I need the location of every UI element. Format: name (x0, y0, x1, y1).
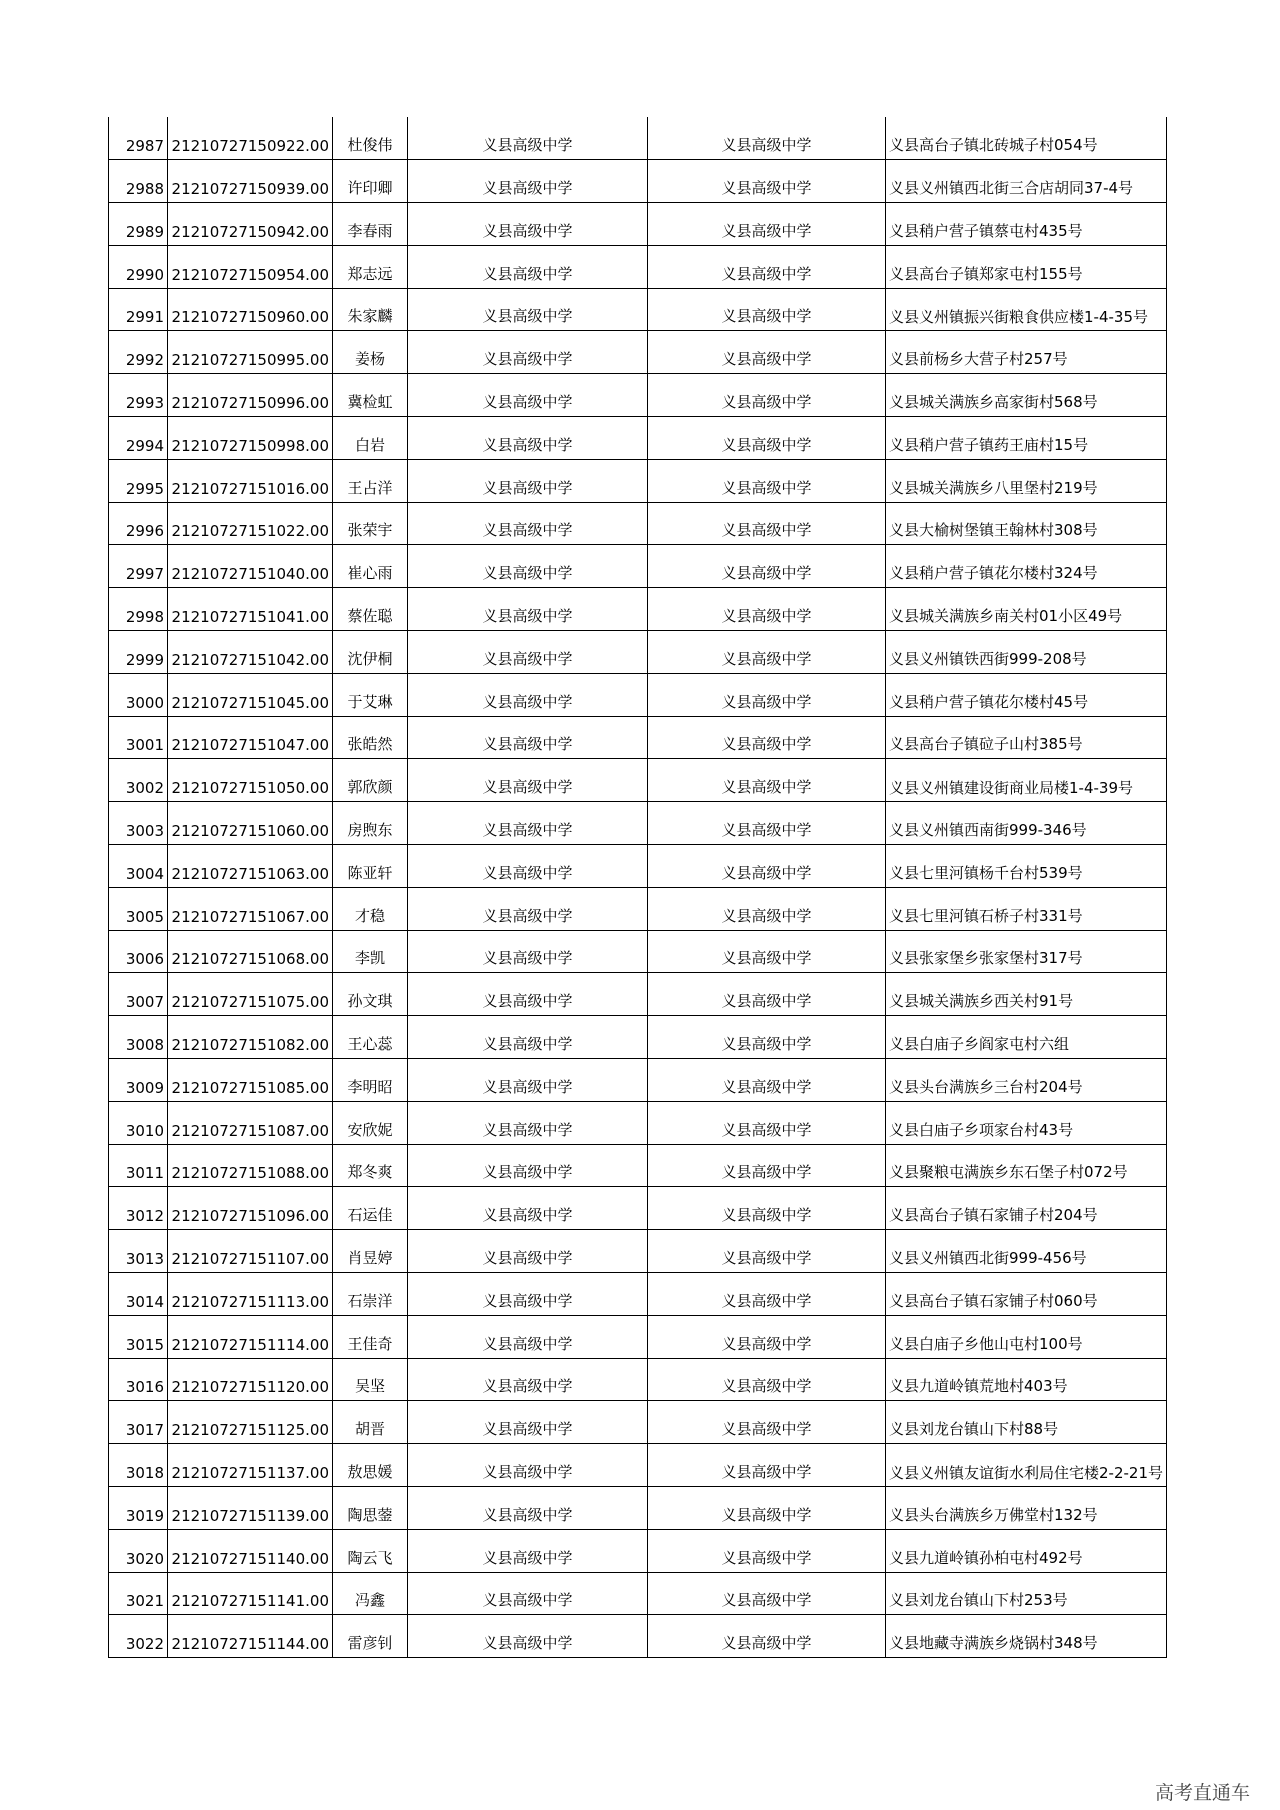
admission-list-table (108, 117, 1167, 1658)
admitted-school-cell: 义县高级中学 (648, 1615, 886, 1658)
seq-cell: 2999 (109, 631, 168, 674)
exam-id-cell: 21210727151022.00 (168, 502, 333, 545)
seq-cell: 3020 (109, 1529, 168, 1572)
admitted-school-cell: 义县高级中学 (648, 1401, 886, 1444)
table-row (109, 288, 1167, 331)
table-row (109, 417, 1167, 460)
exam-id-cell: 21210727151096.00 (168, 1187, 333, 1230)
seq-cell: 3010 (109, 1101, 168, 1144)
address-cell: 义县七里河镇杨千台村539号 (886, 845, 1167, 888)
student-name-cell: 安欣妮 (333, 1101, 408, 1144)
watermark-text: 高考直通车 (1154, 1782, 1250, 1804)
student-name-cell: 才稳 (333, 887, 408, 930)
address-cell: 义县白庙子乡项家台村43号 (886, 1101, 1167, 1144)
student-name-cell: 李春雨 (333, 203, 408, 246)
exam-id-cell: 21210727151041.00 (168, 588, 333, 631)
exam-id-cell: 21210727151060.00 (168, 802, 333, 845)
graduating-school-cell: 义县高级中学 (408, 673, 648, 716)
graduating-school-cell: 义县高级中学 (408, 1144, 648, 1187)
exam-id-cell: 21210727151067.00 (168, 887, 333, 930)
address-cell: 义县地藏寺满族乡烧锅村348号 (886, 1615, 1167, 1658)
admitted-school-cell: 义县高级中学 (648, 759, 886, 802)
admitted-school-cell: 义县高级中学 (648, 1358, 886, 1401)
admitted-school-cell: 义县高级中学 (648, 887, 886, 930)
seq-cell: 3007 (109, 973, 168, 1016)
graduating-school-cell: 义县高级中学 (408, 588, 648, 631)
graduating-school-cell: 义县高级中学 (408, 802, 648, 845)
table-row (109, 1230, 1167, 1273)
student-name-cell: 石崇洋 (333, 1273, 408, 1316)
admitted-school-cell: 义县高级中学 (648, 1315, 886, 1358)
address-cell: 义县刘龙台镇山下村88号 (886, 1401, 1167, 1444)
address-cell: 义县义州镇西北街三合店胡同37-4号 (886, 160, 1167, 203)
exam-id-cell: 21210727151045.00 (168, 673, 333, 716)
student-name-cell: 胡晋 (333, 1401, 408, 1444)
address-cell: 义县义州镇铁西街999-208号 (886, 631, 1167, 674)
seq-cell: 3005 (109, 887, 168, 930)
table-row (109, 1487, 1167, 1530)
student-name-cell: 孙文琪 (333, 973, 408, 1016)
table-row (109, 117, 1167, 160)
admitted-school-cell: 义县高级中学 (648, 673, 886, 716)
student-name-cell: 陈亚轩 (333, 845, 408, 888)
student-name-cell: 白岩 (333, 417, 408, 460)
graduating-school-cell: 义县高级中学 (408, 203, 648, 246)
table-row (109, 716, 1167, 759)
address-cell: 义县大榆树堡镇王翰林村308号 (886, 502, 1167, 545)
address-cell: 义县刘龙台镇山下村253号 (886, 1572, 1167, 1615)
student-name-cell: 雷彦钊 (333, 1615, 408, 1658)
exam-id-cell: 21210727151016.00 (168, 459, 333, 502)
exam-id-cell: 21210727151114.00 (168, 1315, 333, 1358)
exam-id-cell: 21210727150996.00 (168, 374, 333, 417)
admitted-school-cell: 义县高级中学 (648, 245, 886, 288)
admitted-school-cell: 义县高级中学 (648, 1529, 886, 1572)
address-cell: 义县义州镇振兴街粮食供应楼1-4-35号 (886, 288, 1167, 331)
seq-cell: 3013 (109, 1230, 168, 1273)
student-name-cell: 于艾琳 (333, 673, 408, 716)
admitted-school-cell: 义县高级中学 (648, 1273, 886, 1316)
address-cell: 义县义州镇建设街商业局楼1-4-39号 (886, 759, 1167, 802)
graduating-school-cell: 义县高级中学 (408, 930, 648, 973)
exam-id-cell: 21210727151042.00 (168, 631, 333, 674)
admitted-school-cell: 义县高级中学 (648, 203, 886, 246)
admitted-school-cell: 义县高级中学 (648, 1230, 886, 1273)
seq-cell: 3006 (109, 930, 168, 973)
student-name-cell: 张皓然 (333, 716, 408, 759)
student-name-cell: 郭欣颜 (333, 759, 408, 802)
student-name-cell: 郑冬爽 (333, 1144, 408, 1187)
seq-cell: 3004 (109, 845, 168, 888)
table-row (109, 1401, 1167, 1444)
student-name-cell: 蔡佐聪 (333, 588, 408, 631)
address-cell: 义县稍户营子镇花尔楼村324号 (886, 545, 1167, 588)
graduating-school-cell: 义县高级中学 (408, 1358, 648, 1401)
address-cell: 义县城关满族乡高家街村568号 (886, 374, 1167, 417)
admitted-school-cell: 义县高级中学 (648, 1016, 886, 1059)
student-name-cell: 冯鑫 (333, 1572, 408, 1615)
table-row (109, 1529, 1167, 1572)
student-name-cell: 吴坚 (333, 1358, 408, 1401)
graduating-school-cell: 义县高级中学 (408, 1487, 648, 1530)
exam-id-cell: 21210727150998.00 (168, 417, 333, 460)
address-cell: 义县高台子镇砬子山村385号 (886, 716, 1167, 759)
graduating-school-cell: 义县高级中学 (408, 1016, 648, 1059)
graduating-school-cell: 义县高级中学 (408, 1059, 648, 1102)
student-name-cell: 姜杨 (333, 331, 408, 374)
graduating-school-cell: 义县高级中学 (408, 331, 648, 374)
graduating-school-cell: 义县高级中学 (408, 716, 648, 759)
address-cell: 义县高台子镇北砖城子村054号 (886, 117, 1167, 160)
exam-id-cell: 21210727150960.00 (168, 288, 333, 331)
admitted-school-cell: 义县高级中学 (648, 973, 886, 1016)
exam-id-cell: 21210727150922.00 (168, 117, 333, 160)
address-cell: 义县城关满族乡西关村91号 (886, 973, 1167, 1016)
address-cell: 义县白庙子乡他山屯村100号 (886, 1315, 1167, 1358)
address-cell: 义县义州镇西南街999-346号 (886, 802, 1167, 845)
admitted-school-cell: 义县高级中学 (648, 459, 886, 502)
admitted-school-cell: 义县高级中学 (648, 374, 886, 417)
exam-id-cell: 21210727151082.00 (168, 1016, 333, 1059)
exam-id-cell: 21210727151113.00 (168, 1273, 333, 1316)
graduating-school-cell: 义县高级中学 (408, 631, 648, 674)
seq-cell: 3021 (109, 1572, 168, 1615)
admitted-school-cell: 义县高级中学 (648, 845, 886, 888)
address-cell: 义县高台子镇郑家屯村155号 (886, 245, 1167, 288)
graduating-school-cell: 义县高级中学 (408, 417, 648, 460)
seq-cell: 3009 (109, 1059, 168, 1102)
table-row (109, 1101, 1167, 1144)
graduating-school-cell: 义县高级中学 (408, 1401, 648, 1444)
seq-cell: 2991 (109, 288, 168, 331)
table-row (109, 160, 1167, 203)
address-cell: 义县高台子镇石家铺子村204号 (886, 1187, 1167, 1230)
graduating-school-cell: 义县高级中学 (408, 117, 648, 160)
admitted-school-cell: 义县高级中学 (648, 802, 886, 845)
student-name-cell: 沈伊桐 (333, 631, 408, 674)
table-row (109, 1572, 1167, 1615)
address-cell: 义县白庙子乡阎家屯村六组 (886, 1016, 1167, 1059)
admitted-school-cell: 义县高级中学 (648, 1487, 886, 1530)
seq-cell: 2990 (109, 245, 168, 288)
table-row (109, 973, 1167, 1016)
graduating-school-cell: 义县高级中学 (408, 1615, 648, 1658)
address-cell: 义县头台满族乡万佛堂村132号 (886, 1487, 1167, 1530)
table-row (109, 245, 1167, 288)
exam-id-cell: 21210727151040.00 (168, 545, 333, 588)
table-row (109, 1273, 1167, 1316)
address-cell: 义县稍户营子镇花尔楼村45号 (886, 673, 1167, 716)
seq-cell: 3019 (109, 1487, 168, 1530)
admitted-school-cell: 义县高级中学 (648, 117, 886, 160)
admitted-school-cell: 义县高级中学 (648, 160, 886, 203)
graduating-school-cell: 义县高级中学 (408, 545, 648, 588)
admitted-school-cell: 义县高级中学 (648, 1059, 886, 1102)
graduating-school-cell: 义县高级中学 (408, 288, 648, 331)
graduating-school-cell: 义县高级中学 (408, 502, 648, 545)
student-name-cell: 崔心雨 (333, 545, 408, 588)
exam-id-cell: 21210727151050.00 (168, 759, 333, 802)
table-row (109, 459, 1167, 502)
seq-cell: 3012 (109, 1187, 168, 1230)
admitted-school-cell: 义县高级中学 (648, 930, 886, 973)
seq-cell: 2992 (109, 331, 168, 374)
table-row (109, 887, 1167, 930)
address-cell: 义县稍户营子镇蔡屯村435号 (886, 203, 1167, 246)
table-row (109, 845, 1167, 888)
seq-cell: 3008 (109, 1016, 168, 1059)
address-cell: 义县高台子镇石家铺子村060号 (886, 1273, 1167, 1316)
address-cell: 义县头台满族乡三台村204号 (886, 1059, 1167, 1102)
seq-cell: 3003 (109, 802, 168, 845)
admitted-school-cell: 义县高级中学 (648, 588, 886, 631)
seq-cell: 2993 (109, 374, 168, 417)
seq-cell: 2996 (109, 502, 168, 545)
admitted-school-cell: 义县高级中学 (648, 331, 886, 374)
student-name-cell: 许印卿 (333, 160, 408, 203)
graduating-school-cell: 义县高级中学 (408, 1101, 648, 1144)
seq-cell: 2994 (109, 417, 168, 460)
exam-id-cell: 21210727151047.00 (168, 716, 333, 759)
table-row (109, 545, 1167, 588)
student-name-cell: 王佳奇 (333, 1315, 408, 1358)
seq-cell: 2995 (109, 459, 168, 502)
graduating-school-cell: 义县高级中学 (408, 887, 648, 930)
admitted-school-cell: 义县高级中学 (648, 1101, 886, 1144)
exam-id-cell: 21210727151144.00 (168, 1615, 333, 1658)
graduating-school-cell: 义县高级中学 (408, 1572, 648, 1615)
exam-id-cell: 21210727151125.00 (168, 1401, 333, 1444)
graduating-school-cell: 义县高级中学 (408, 1273, 648, 1316)
student-name-cell: 李明昭 (333, 1059, 408, 1102)
student-name-cell: 王占洋 (333, 459, 408, 502)
seq-cell: 3002 (109, 759, 168, 802)
admitted-school-cell: 义县高级中学 (648, 288, 886, 331)
graduating-school-cell: 义县高级中学 (408, 374, 648, 417)
student-name-cell: 王心蕊 (333, 1016, 408, 1059)
student-name-cell: 朱家麟 (333, 288, 408, 331)
student-name-cell: 杜俊伟 (333, 117, 408, 160)
exam-id-cell: 21210727151137.00 (168, 1444, 333, 1487)
exam-id-cell: 21210727150954.00 (168, 245, 333, 288)
exam-id-cell: 21210727151088.00 (168, 1144, 333, 1187)
address-cell: 义县七里河镇石桥子村331号 (886, 887, 1167, 930)
graduating-school-cell: 义县高级中学 (408, 973, 648, 1016)
graduating-school-cell: 义县高级中学 (408, 1230, 648, 1273)
graduating-school-cell: 义县高级中学 (408, 1187, 648, 1230)
exam-id-cell: 21210727151075.00 (168, 973, 333, 1016)
student-name-cell: 陶云飞 (333, 1529, 408, 1572)
graduating-school-cell: 义县高级中学 (408, 1444, 648, 1487)
exam-id-cell: 21210727151139.00 (168, 1487, 333, 1530)
seq-cell: 3014 (109, 1273, 168, 1316)
student-name-cell: 陶思蓥 (333, 1487, 408, 1530)
graduating-school-cell: 义县高级中学 (408, 459, 648, 502)
exam-id-cell: 21210727151087.00 (168, 1101, 333, 1144)
seq-cell: 2998 (109, 588, 168, 631)
seq-cell: 2988 (109, 160, 168, 203)
exam-id-cell: 21210727151085.00 (168, 1059, 333, 1102)
exam-id-cell: 21210727151140.00 (168, 1529, 333, 1572)
student-name-cell: 郑志远 (333, 245, 408, 288)
table-row (109, 1315, 1167, 1358)
address-cell: 义县城关满族乡南关村01小区49号 (886, 588, 1167, 631)
exam-id-cell: 21210727151063.00 (168, 845, 333, 888)
admitted-school-cell: 义县高级中学 (648, 1444, 886, 1487)
graduating-school-cell: 义县高级中学 (408, 245, 648, 288)
graduating-school-cell: 义县高级中学 (408, 1315, 648, 1358)
student-name-cell: 张荣宇 (333, 502, 408, 545)
seq-cell: 2989 (109, 203, 168, 246)
table-row (109, 1016, 1167, 1059)
exam-id-cell: 21210727150995.00 (168, 331, 333, 374)
exam-id-cell: 21210727151141.00 (168, 1572, 333, 1615)
graduating-school-cell: 义县高级中学 (408, 160, 648, 203)
seq-cell: 3022 (109, 1615, 168, 1658)
table-row (109, 502, 1167, 545)
address-cell: 义县九道岭镇孙柏屯村492号 (886, 1529, 1167, 1572)
seq-cell: 3001 (109, 716, 168, 759)
seq-cell: 3000 (109, 673, 168, 716)
table-row (109, 374, 1167, 417)
admitted-school-cell: 义县高级中学 (648, 502, 886, 545)
admitted-school-cell: 义县高级中学 (648, 716, 886, 759)
seq-cell: 2997 (109, 545, 168, 588)
address-cell: 义县九道岭镇荒地村403号 (886, 1358, 1167, 1401)
graduating-school-cell: 义县高级中学 (408, 759, 648, 802)
table-row (109, 631, 1167, 674)
exam-id-cell: 21210727151068.00 (168, 930, 333, 973)
seq-cell: 3018 (109, 1444, 168, 1487)
table-row (109, 331, 1167, 374)
table-row (109, 802, 1167, 845)
address-cell: 义县聚粮屯满族乡东石堡子村072号 (886, 1144, 1167, 1187)
exam-id-cell: 21210727151107.00 (168, 1230, 333, 1273)
table-row (109, 759, 1167, 802)
student-name-cell: 冀检虹 (333, 374, 408, 417)
student-name-cell: 敖思媛 (333, 1444, 408, 1487)
student-name-cell: 石运佳 (333, 1187, 408, 1230)
student-name-cell: 肖昱婷 (333, 1230, 408, 1273)
address-cell: 义县张家堡乡张家堡村317号 (886, 930, 1167, 973)
address-cell: 义县义州镇友谊街水利局住宅楼2-2-21号 (886, 1444, 1167, 1487)
table-row (109, 588, 1167, 631)
table-body (109, 117, 1167, 1658)
admitted-school-cell: 义县高级中学 (648, 631, 886, 674)
admitted-school-cell: 义县高级中学 (648, 1187, 886, 1230)
table-row (109, 203, 1167, 246)
seq-cell: 3015 (109, 1315, 168, 1358)
exam-id-cell: 21210727150942.00 (168, 203, 333, 246)
student-name-cell: 房煦东 (333, 802, 408, 845)
table-row (109, 673, 1167, 716)
exam-id-cell: 21210727151120.00 (168, 1358, 333, 1401)
table-row (109, 1187, 1167, 1230)
address-cell: 义县稍户营子镇药王庙村15号 (886, 417, 1167, 460)
seq-cell: 2987 (109, 117, 168, 160)
address-cell: 义县前杨乡大营子村257号 (886, 331, 1167, 374)
table-row (109, 1444, 1167, 1487)
admitted-school-cell: 义县高级中学 (648, 417, 886, 460)
address-cell: 义县城关满族乡八里堡村219号 (886, 459, 1167, 502)
table-row (109, 930, 1167, 973)
seq-cell: 3016 (109, 1358, 168, 1401)
admitted-school-cell: 义县高级中学 (648, 1572, 886, 1615)
table-row (109, 1144, 1167, 1187)
exam-id-cell: 21210727150939.00 (168, 160, 333, 203)
student-name-cell: 李凯 (333, 930, 408, 973)
seq-cell: 3011 (109, 1144, 168, 1187)
table-row (109, 1059, 1167, 1102)
admitted-school-cell: 义县高级中学 (648, 1144, 886, 1187)
table-row (109, 1615, 1167, 1658)
admitted-school-cell: 义县高级中学 (648, 545, 886, 588)
seq-cell: 3017 (109, 1401, 168, 1444)
graduating-school-cell: 义县高级中学 (408, 1529, 648, 1572)
table-row (109, 1358, 1167, 1401)
address-cell: 义县义州镇西北街999-456号 (886, 1230, 1167, 1273)
graduating-school-cell: 义县高级中学 (408, 845, 648, 888)
